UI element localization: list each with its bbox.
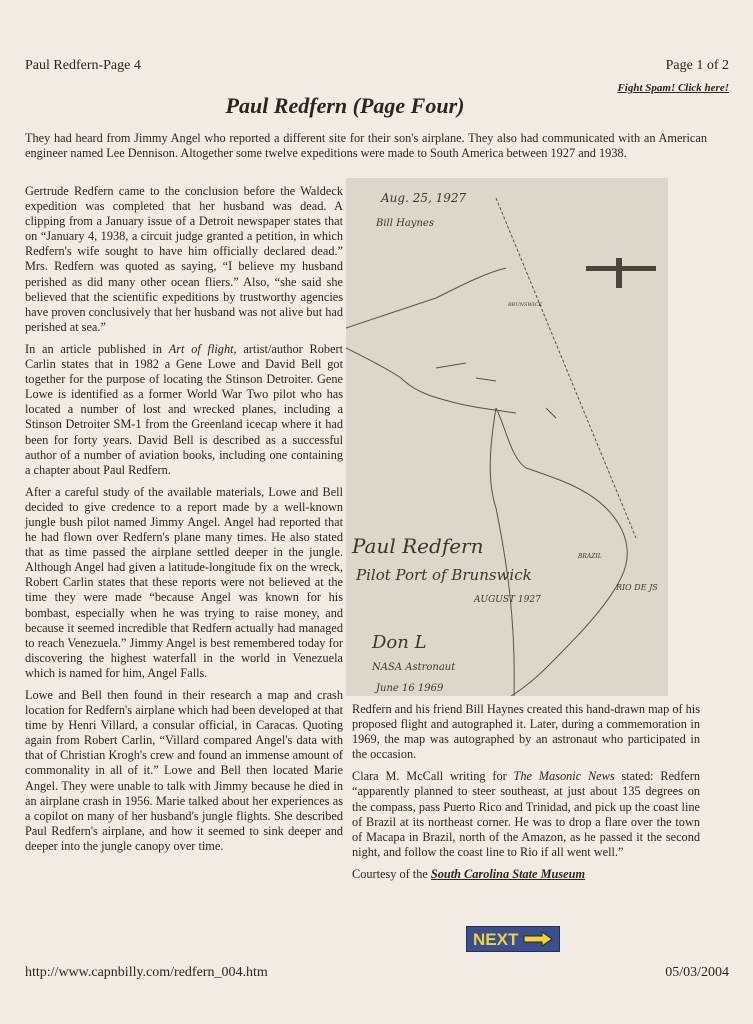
footer-url: http://www.capnbilly.com/redfern_004.htm — [25, 965, 268, 980]
paragraph-careful-study: After a careful study of the available materials, Lowe and Bell decided to give credence to a report made by a well-known jungle bush pilot named Jimmy Angel. Angel had reported that he had flown over Redfern's plane many times. He also stated that as time passed the airplane settled deeper in the jungle. Although Angel had given a latitude-longitude fix on the wreck, Robert Carlin states that these reports were not believed at the time they were made “because Angel was known for his bombast, especially when he was trying to raise money, and because it seemed incredible that Redfern actually had managed to reach Venezuela.” Jimmy Angel is best remembered today for discovering the highest waterfall in the world in Venezuela which is named for him, Angel Falls. — [25, 484, 343, 680]
astronaut-date: June 16 1969 — [376, 683, 444, 694]
hand-drawn-map — [346, 178, 668, 696]
museum-link[interactable]: South Carolina State Museum — [430, 866, 586, 881]
paragraph-art-of-flight: In an article published in Art of flight, artist/author Robert Carlin states that in 1982 a Gene Lowe and David Bell got together for the purpose of locating the Stinson Detroiter. Gene Lowe is identified as a former World War Two pilot who has located a number of lost and wrecked planes, including a Stinson Detroiter SM-1 from the Greenland icecap where it had been for forty years. David Bell is described as a successful author of a number of aviation books, including one containing a chapter about Paul Redfern. — [25, 341, 343, 477]
next-button[interactable] — [466, 926, 560, 952]
map-date: Aug. 25, 1927 — [381, 191, 467, 205]
page-number: Page 1 of 2 — [665, 58, 729, 73]
page-title: Paul Redfern (Page Four) — [225, 93, 465, 118]
astronaut-signature: Don L — [372, 632, 427, 653]
left-column — [25, 184, 343, 861]
paragraph-gertrude: Gertrude Redfern came to the conclusion before the Waldeck expedition was completed that her husband was dead. A clipping from a January issue of a Detroit newspaper states that on “January 4, 1938, a circuit judge granted a petition, in which Redfern's wife sought to have him officially declared dead.” Mrs. Redfern was quoted as saying, “I believe my husband perished as did many other ocean fliers.” Also, “she said she believed that the scientific expeditions by trustworthy agencies have proven conclusively that her husband was not alive but had perished at sea.” — [25, 184, 343, 334]
map-caption: Redfern and his friend Bill Haynes created this hand-drawn map of his proposed flight and autographed it. Later, during a commemoration in 1969, the map was autographed by an astronaut who participated in the occasion. — [352, 702, 700, 762]
coastline-north-america — [346, 268, 506, 328]
intro-paragraph: They had heard from Jimmy Angel who reported a different site for their son's airplane. They also had communicated with an American engineer named Lee Dennison. Altogether some twelve expeditions were made to South America between 1927 and 1938. — [25, 131, 707, 160]
courtesy-line: Courtesy of the South Carolina State Museum — [352, 866, 586, 881]
map-label-rio: RIO DE JS — [616, 583, 658, 592]
coastline-south-america — [496, 408, 627, 696]
redfern-signature: Paul Redfern — [352, 534, 484, 558]
map-label-brazil: BRAZIL — [578, 553, 602, 560]
map-drawing — [346, 178, 668, 696]
page-header-title: Paul Redfern-Page 4 — [25, 58, 141, 73]
map-author: Bill Haynes — [376, 218, 434, 229]
signature-date: AUGUST 1927 — [474, 595, 541, 605]
flight-path — [496, 198, 636, 538]
footer-date: 05/03/2004 — [665, 965, 729, 980]
fight-spam-link[interactable]: Fight Spam! Click here! — [617, 82, 729, 94]
paragraph-mccall: Clara M. McCall writing for The Masonic News stated: Redfern “apparently planned to steer southeast, at just about 135 degrees on the compass, pass Puerto Rico and Trinidad, and pick up the coast line of Brazil at its northeast corner. He was to drop a flare over the town of Macapa in Brazil, north of the Amazon, as he passed it the second night, and follow the coast line to Rio if all went well.” — [352, 769, 700, 859]
arrow-right-icon — [523, 932, 553, 946]
airplane-icon — [586, 258, 656, 288]
coastline-west — [490, 408, 514, 696]
astronaut-title: NASA Astronaut — [372, 662, 456, 673]
next-label: NEXT — [473, 929, 519, 949]
right-column — [352, 702, 700, 889]
paragraph-lowe-bell: Lowe and Bell then found in their research a map and crash location for Redfern's airplane which had been developed at that time by Henri Villard, a consular official, in Caracas. Quoting again from Robert Carlin, “Villard compared Angel's data with that of Christian Krogh's crew and found an immense amount of commonality in all of it.” Lowe and Bell then located Marie Angel. They were unable to talk with Jimmy because he died in an airplane crash in 1956. Marie talked about her experiences as a copilot on many of her husband's jungle flights. She described Paul Redfern's airplane, and how it seemed to sink deeper and deeper into the jungle canopy over time. — [25, 688, 343, 853]
map-label-brunswick: BRUNSWICK — [508, 302, 543, 308]
redfern-signature-line2: Pilot Port of Brunswick — [356, 566, 532, 584]
